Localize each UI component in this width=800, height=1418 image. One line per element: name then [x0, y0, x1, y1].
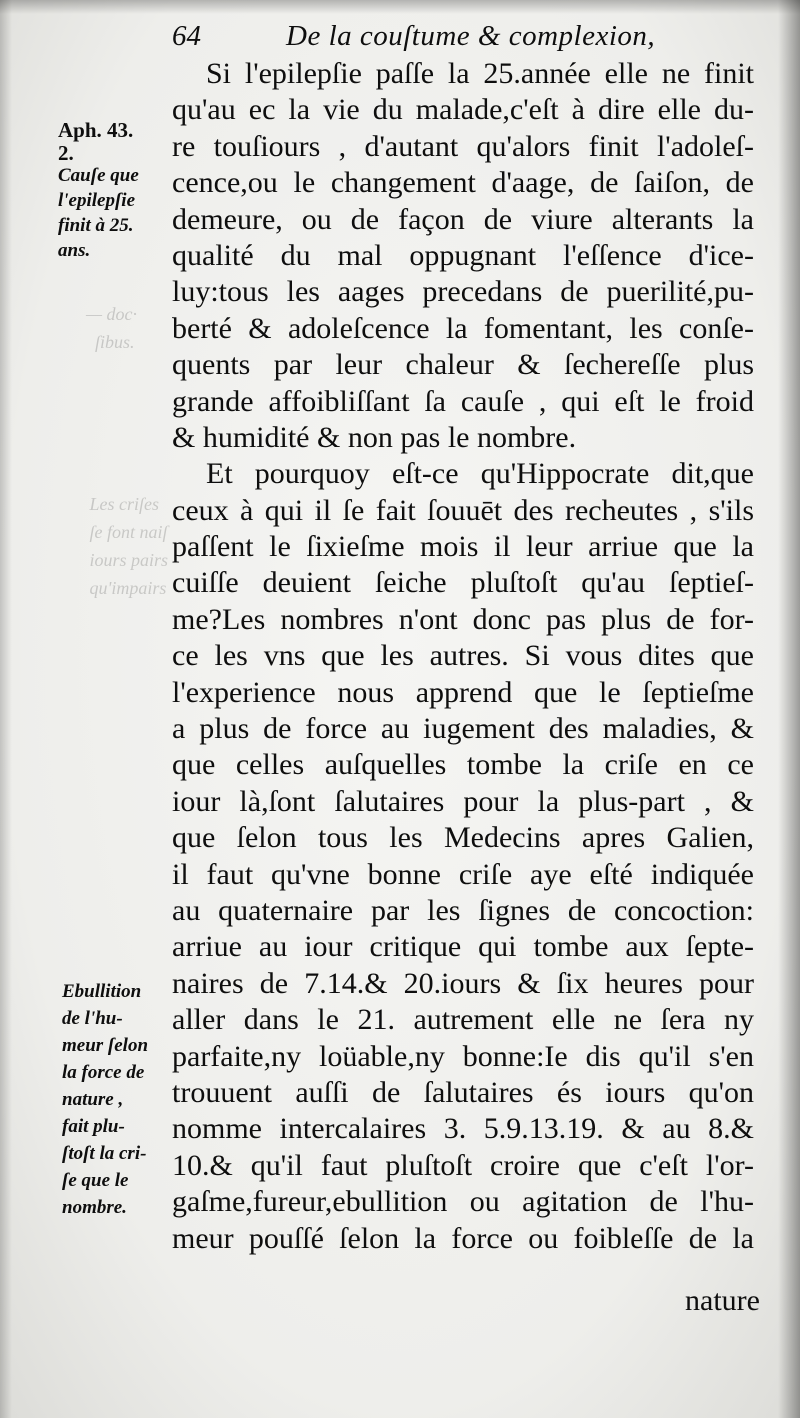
marginal-note-line: Ebullition [62, 981, 142, 1002]
text-line: arriue au iour critique qui tombe aux ſepte- [172, 930, 754, 964]
text-line: & humidité & non pas le nombre. [172, 420, 577, 454]
text-line: 10.& qu'il faut pluſtoſt croire que c'eſt l'or- [172, 1148, 754, 1182]
marginal-note-line: nature , [62, 1089, 124, 1110]
text-line: nomme intercalaires 3. 5.9.13.19. & au 8.& [172, 1112, 754, 1146]
text-line: meur pouſſé ſelon la force ou foibleſſe de la [172, 1221, 754, 1255]
page-gutter-shadow [778, 0, 800, 1418]
text-line: gaſme,fureur,ebullition ou agitation de l'hu- [172, 1185, 754, 1219]
marginal-note-line: ſtoſt la cri- [62, 1143, 147, 1164]
marginal-note-line: ſe que le [62, 1170, 129, 1191]
page-edge-shadow [0, 0, 800, 14]
marginal-note-line: Cauſe que [58, 165, 139, 186]
text-line: me?Les nombres n'ont donc pas plus de for- [172, 602, 754, 636]
marginal-note-line: fait plu- [62, 1116, 125, 1137]
text-line: cence,ou le changement d'aage, de ſaiſon, de [172, 166, 754, 200]
marginal-note-line: 2. [58, 141, 74, 165]
text-line: Si l'epilepſie paſſe la 25.année elle ne finit [206, 57, 754, 90]
main-text-block [172, 56, 754, 1257]
text-line: berté & adoleſcence la fomentant, les conſe- [172, 311, 754, 345]
marginal-note-line: la force de [62, 1062, 145, 1083]
marginal-note-line: Aph. 43. [58, 118, 134, 142]
text-line: parfaite,ny loüable,ny bonne:Ie dis qu'il s'en [172, 1039, 754, 1073]
page-number: 64 [172, 20, 201, 52]
text-line: Et pourquoy eſt-ce qu'Hippocrate dit,que [206, 457, 754, 491]
bleed-through-text: Les criſes ſe font naiſ iours pairs qu'impairs [76, 494, 169, 598]
text-line: l'experience nous apprend que le ſeptieſme [172, 675, 754, 709]
marginal-note-line: nombre. [62, 1197, 127, 1218]
text-line: grande affoibliſſant ſa cauſe , qui eſt le froid [172, 384, 754, 418]
text-line: naires de 7.14.& 20.iours & ſix heures pour [172, 966, 754, 1000]
text-line: qu'au ec la vie du malade,c'eſt à dire elle du- [172, 93, 754, 127]
marginal-note-bottom [62, 978, 180, 1221]
text-line: cuiſſe deuient ſeiche pluſtoſt qu'au ſeptieſ- [172, 566, 754, 600]
text-line: iour là,ſont ſalutaires pour la plus-part , & [172, 784, 754, 818]
text-line: luy:tous les aages precedans de puerilité,pu- [172, 275, 754, 309]
text-line: demeure, ou de façon de viure alterants la [172, 202, 754, 236]
marginal-note-line: l'epilepſie [58, 190, 136, 211]
page-edge-shadow [0, 0, 12, 1418]
text-line: que celles auſquelles tombe la criſe en ce [172, 748, 754, 782]
catchword: nature [685, 1284, 760, 1317]
text-line: trouuent auſſi de ſalutaires és iours qu'on [172, 1075, 754, 1109]
text-line: re touſiours , d'autant qu'alors finit l'adoleſ- [172, 129, 754, 163]
running-head [168, 18, 768, 58]
marginal-note-top [58, 118, 176, 263]
text-line: quents par leur chaleur & ſechereſſe plus [172, 348, 754, 382]
text-line: paſſent le ſixieſme mois il leur arriue que la [172, 530, 754, 564]
bleed-through-text: — doc· ſibus. [86, 304, 137, 352]
text-line: que ſelon tous les Medecins apres Galien, [172, 821, 754, 855]
marginal-note-line: de l'hu- [62, 1008, 123, 1029]
running-title: De la couſtume & complexion, [286, 20, 656, 52]
text-line: ce les vns que les autres. Si vous dites que [172, 639, 754, 673]
text-line: il faut qu'vne bonne criſe aye eſté indiquée [172, 857, 754, 891]
text-line: ceux à qui il ſe fait ſouuēt des recheutes , s'ils [172, 493, 754, 527]
text-line: aller dans le 21. autrement elle ne ſera ny [172, 1003, 754, 1037]
marginal-note-line: ans. [58, 240, 91, 261]
text-line: qualité du mal oppugnant l'eſſence d'ice- [172, 238, 754, 272]
marginal-note-line: finit à 25. [58, 215, 134, 236]
marginal-note-line: meur ſelon [62, 1035, 149, 1056]
text-line: au quaternaire par les ſignes de concoction: [172, 893, 754, 927]
text-line: a plus de force au iugement des maladies, & [172, 712, 754, 746]
